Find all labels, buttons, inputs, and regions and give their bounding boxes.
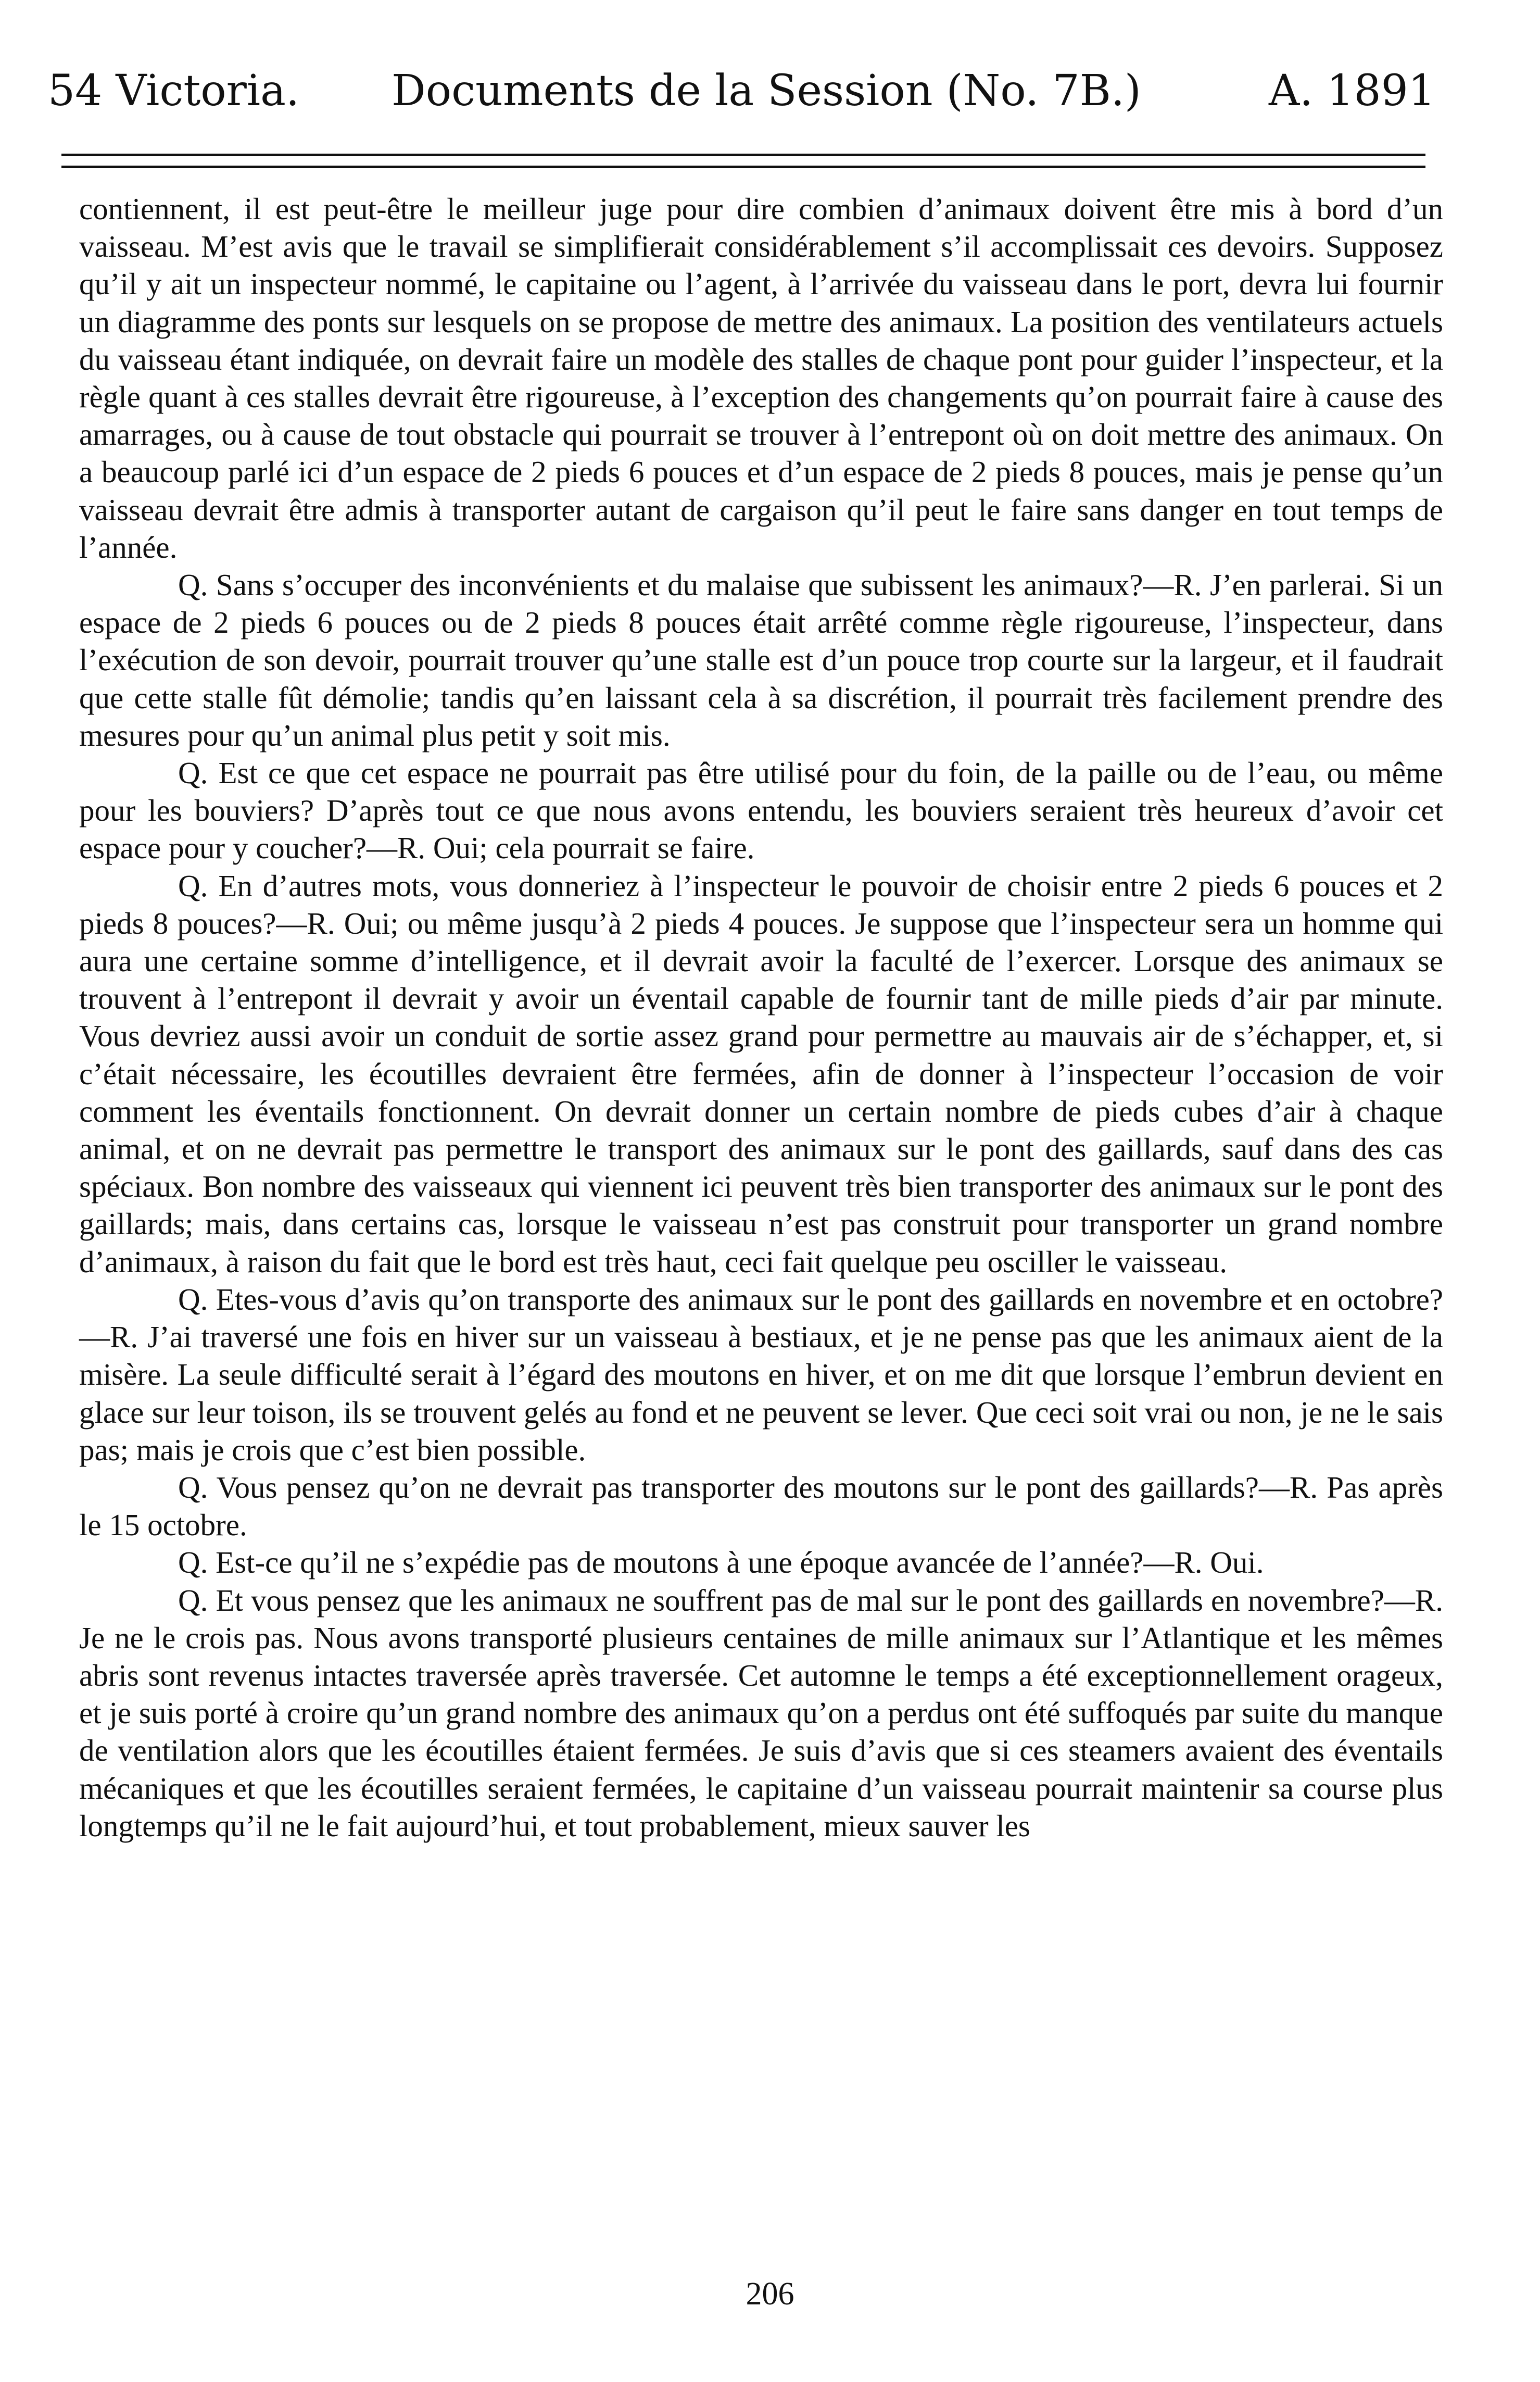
paragraph: Q. Est ce que cet espace ne pourrait pas être utilisé pour du foin, de la paille ou de l’eau, ou même pour les bouviers? D’après tout ce que nous avons entendu, les bouviers seraient très heureux d’avoir cet espace pour y coucher?—R. Oui; cela pourrait se faire.: [79, 756, 1443, 866]
paragraph: Q. Est-ce qu’il ne s’expédie pas de moutons à une époque avancée de l’année?—R. Oui.: [178, 1545, 1264, 1580]
header-rule-bottom: [61, 166, 1425, 168]
paragraph: Q. Vous pensez qu’on ne devrait pas transporter des moutons sur le pont des gaillards?—R. Pas après le 15 octobre.: [79, 1470, 1443, 1543]
paragraph: Q. En d’autres mots, vous donneriez à l’inspecteur le pouvoir de choisir entre 2 pieds 6 pouces et 2 pieds 8 pouces?—R. Oui; ou même jusqu’à 2 pieds 4 pouces. Je suppose que l’inspecteur sera un homme qui aura une certaine somme d’intelligence, et il devrait avoir la faculté de l’exercer. Lorsque des animaux se trouvent à l’entrepont il devrait y avoir un éventail capable de fournir tant de mille pieds d’air par minute. Vous devriez aussi avoir un conduit de sortie assez grand pour permettre au mauvais air de s’échapper, et, si c’était nécessaire, les écoutilles devraient être fermées, afin de donner à l’inspecteur l’occasion de voir comment les éventails fonctionnent. On devrait donner un certain nombre de pieds cubes d’air à chaque animal, et on ne devrait pas permettre le transport des animaux sur le pont des gaillards, sauf dans des cas spéciaux. Bon nombre des vaisseaux qui viennent ici peuvent très bien transporter des animaux sur le pont des gaillards; mais, dans certains cas, lorsque le vaisseau n’est pas construit pour transporter un grand nombre d’animaux, à raison du fait que le bord est très haut, ceci fait quelque peu osciller le vaisseau.: [79, 868, 1443, 1279]
header-year: A. 1891: [1268, 66, 1435, 116]
header-title: Documents de la Session (No. 7B.): [392, 66, 1141, 116]
paragraph: contiennent, il est peut-être le meilleur juge pour dire combien d’animaux doivent être mis à bord d’un vaisseau. M’est avis que le travail se simplifierait considérablement s’il accomplissait ces devoirs. Supposez qu’il y ait un inspecteur nommé, le capitaine ou l’agent, à l’arrivée du vaisseau dans le port, devra lui fournir un diagramme des ponts sur lesquels on se propose de mettre des animaux. La position des ventilateurs actuels du vaisseau étant indiquée, on devrait faire un modèle des stalles de chaque pont pour guider l’inspecteur, et la règle quant à ces stalles devrait être rigoureuse, à l’exception des changements qu’on pourrait faire à cause des amarrages, ou à cause de tout obstacle qui pourrait se trouver à l’entrepont où on doit mettre des animaux. On a beaucoup parlé ici d’un espace de 2 pieds 6 pouces et d’un espace de 2 pieds 8 pouces, mais je pense qu’un vaisseau devrait être admis à transporter autant de cargaison qu’il peut le faire sans danger en tout temps de l’année.: [79, 192, 1443, 565]
paragraph: Q. Sans s’occuper des inconvénients et du malaise que subissent les animaux?—R. J’en parlerai. Si un espace de 2 pieds 6 pouces ou de 2 pieds 8 pouces était arrêté comme règle rigoureuse, l’inspecteur, dans l’exécution de son devoir, pourrait trouver qu’une stalle est d’un pouce trop courte sur la largeur, et il faudrait que cette stalle fût démolie; tandis qu’en laissant cela à sa discrétion, il pourrait très facilement prendre des mesures pour qu’un animal plus petit y soit mis.: [79, 568, 1443, 753]
page-header: [48, 62, 1435, 120]
page-number: 206: [746, 2276, 794, 2312]
header-volume: 54 Victoria.: [48, 66, 300, 116]
paragraph: Q. Etes-vous d’avis qu’on transporte des animaux sur le pont des gaillards en novembre et en octobre?—R. J’ai traversé une fois en hiver sur un vaisseau à bestiaux, et je ne pense pas que les animaux aient de la misère. La seule difficulté serait à l’égard des moutons en hiver, et on me dit que lorsque l’embrun devient en glace sur leur toison, ils se trouvent gelés au fond et ne peuvent se lever. Que ceci soit vrai ou non, je ne le sais pas; mais je crois que c’est bien possible.: [79, 1282, 1443, 1467]
paragraph: Q. Et vous pensez que les animaux ne souffrent pas de mal sur le pont des gaillards en novembre?—R. Je ne le crois pas. Nous avons transporté plusieurs centaines de mille animaux sur l’Atlantique et les mêmes abris sont revenus intactes traversée après traversée. Cet automne le temps a été exceptionnellement orageux, et je suis porté à croire qu’un grand nombre des animaux qu’on a perdus ont été suffoqués par suite du manque de ventilation alors que les écoutilles étaient fermées. Je suis d’avis que si ces steamers avaient des éventails mécaniques et que les écoutilles seraient fermées, le capitaine d’un vaisseau pourrait maintenir sa course plus longtemps qu’il ne le fait aujourd’hui, et tout probablement, mieux sauver les: [79, 1583, 1443, 1843]
header-rule-top: [61, 154, 1425, 156]
body-text: [79, 190, 1443, 1845]
